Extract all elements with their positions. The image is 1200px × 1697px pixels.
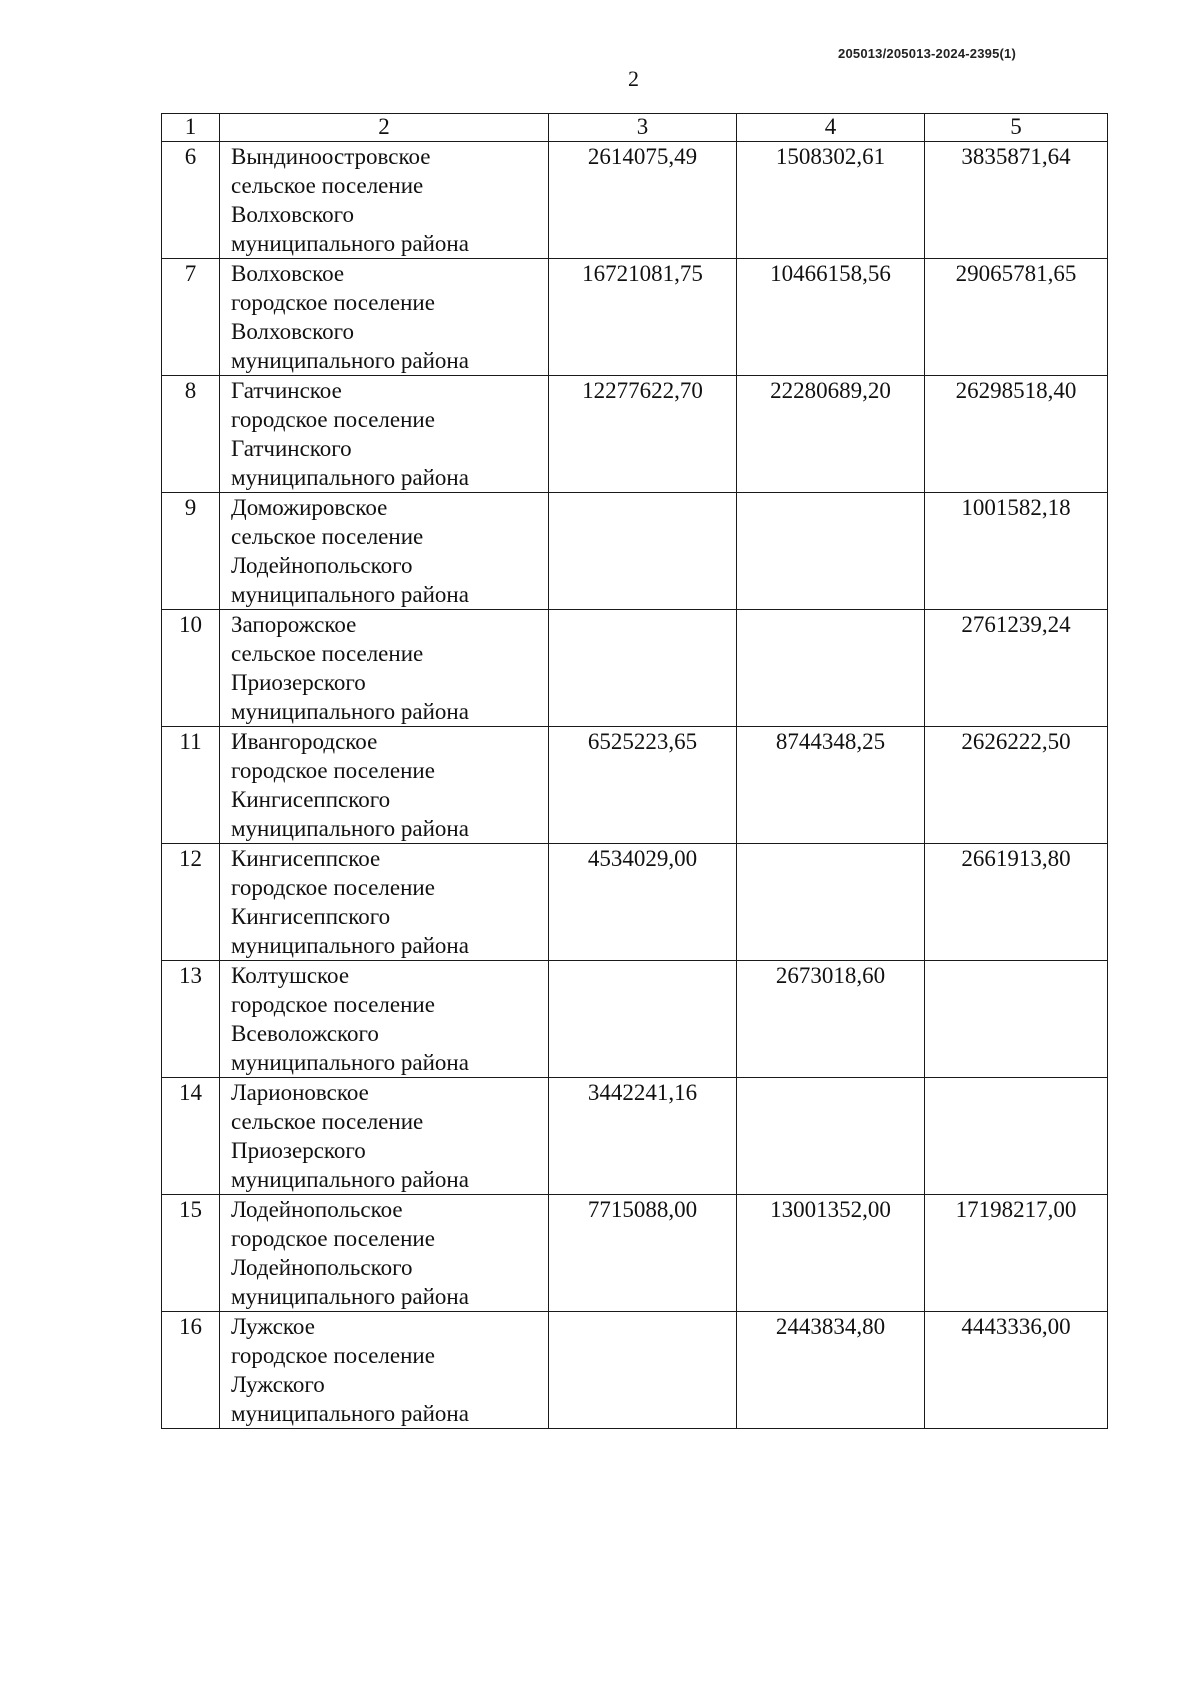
settlement-name — [220, 1195, 549, 1312]
amount-col-5 — [925, 1078, 1108, 1195]
settlement-name — [220, 727, 549, 844]
settlement-name-line: городское поселение — [231, 407, 435, 432]
settlement-name-line: муниципального района — [231, 699, 469, 724]
settlement-name-line: Вындиноостровское — [231, 144, 431, 169]
settlement-name — [220, 493, 549, 610]
table-row — [162, 493, 1108, 610]
settlement-name-line: Волховское — [231, 261, 345, 286]
table-row — [162, 961, 1108, 1078]
settlement-name-line: городское поселение — [231, 1343, 435, 1368]
table-row — [162, 1195, 1108, 1312]
settlement-name-line: муниципального района — [231, 1284, 469, 1309]
amount-col-5 — [925, 961, 1108, 1078]
settlement-name — [220, 376, 549, 493]
settlement-name-line: Кингисеппского — [231, 787, 391, 812]
settlement-name — [220, 259, 549, 376]
settlement-name-line: сельское поселение — [231, 173, 424, 198]
table-row — [162, 610, 1108, 727]
amount-col-5: 17198217,00 — [925, 1195, 1108, 1312]
amount-col-4 — [737, 610, 925, 727]
settlement-name-line: Лодейнопольского — [231, 1255, 413, 1280]
table-row — [162, 142, 1108, 259]
column-number: 3 — [549, 114, 737, 142]
settlement-name-line: муниципального района — [231, 1050, 469, 1075]
row-number: 7 — [162, 259, 220, 376]
amount-col-5: 29065781,65 — [925, 259, 1108, 376]
row-number: 11 — [162, 727, 220, 844]
data-table — [161, 113, 1108, 1429]
amount-col-4: 2673018,60 — [737, 961, 925, 1078]
amount-col-4: 10466158,56 — [737, 259, 925, 376]
settlement-name-line: Приозерского — [231, 670, 366, 695]
amount-col-3 — [549, 1312, 737, 1429]
amount-col-3 — [549, 610, 737, 727]
settlement-name-line: муниципального района — [231, 1401, 469, 1426]
amount-col-4: 22280689,20 — [737, 376, 925, 493]
settlement-name-line: Волховского — [231, 202, 354, 227]
amount-col-3 — [549, 493, 737, 610]
settlement-name — [220, 844, 549, 961]
amount-col-3: 12277622,70 — [549, 376, 737, 493]
column-number: 5 — [925, 114, 1108, 142]
column-number: 2 — [220, 114, 549, 142]
settlement-name-line: Кингисеппского — [231, 904, 391, 929]
amount-col-3: 6525223,65 — [549, 727, 737, 844]
amount-col-3: 7715088,00 — [549, 1195, 737, 1312]
row-number: 14 — [162, 1078, 220, 1195]
settlement-name — [220, 610, 549, 727]
row-number: 16 — [162, 1312, 220, 1429]
settlement-name — [220, 961, 549, 1078]
settlement-name-line: городское поселение — [231, 992, 435, 1017]
settlement-name-line: Ларионовское — [231, 1080, 369, 1105]
table-row — [162, 376, 1108, 493]
column-number: 4 — [737, 114, 925, 142]
settlement-name-line: городское поселение — [231, 758, 435, 783]
settlement-name-line: Волховского — [231, 319, 354, 344]
table-body — [162, 114, 1108, 1429]
amount-col-4: 1508302,61 — [737, 142, 925, 259]
amount-col-5: 1001582,18 — [925, 493, 1108, 610]
amount-col-4 — [737, 1078, 925, 1195]
settlement-name-line: муниципального района — [231, 582, 469, 607]
row-number: 9 — [162, 493, 220, 610]
settlement-name-line: Гатчинское — [231, 378, 342, 403]
settlement-name-line: сельское поселение — [231, 641, 424, 666]
row-number: 13 — [162, 961, 220, 1078]
settlement-name-line: муниципального района — [231, 1167, 469, 1192]
amount-col-5: 2626222,50 — [925, 727, 1108, 844]
settlement-name-line: городское поселение — [231, 290, 435, 315]
row-number: 10 — [162, 610, 220, 727]
settlement-name-line: Кингисеппское — [231, 846, 381, 871]
settlement-name-line: Запорожское — [231, 612, 357, 637]
settlement-name — [220, 1312, 549, 1429]
table-row — [162, 844, 1108, 961]
amount-col-5: 2761239,24 — [925, 610, 1108, 727]
settlement-name-line: Лодейнопольское — [231, 1197, 403, 1222]
table-row — [162, 259, 1108, 376]
amount-col-5: 26298518,40 — [925, 376, 1108, 493]
amount-col-4: 2443834,80 — [737, 1312, 925, 1429]
table-row — [162, 1078, 1108, 1195]
row-number: 6 — [162, 142, 220, 259]
settlement-name-line: сельское поселение — [231, 524, 424, 549]
settlement-name-line: Лужского — [231, 1372, 325, 1397]
amount-col-4: 8744348,25 — [737, 727, 925, 844]
settlement-name — [220, 1078, 549, 1195]
settlement-name-line: Лужское — [231, 1314, 315, 1339]
settlement-name-line: Доможировское — [231, 495, 388, 520]
table-row — [162, 727, 1108, 844]
settlement-name-line: муниципального района — [231, 933, 469, 958]
page-number: 2 — [628, 66, 639, 91]
amount-col-3: 2614075,49 — [549, 142, 737, 259]
settlement-name-line: муниципального района — [231, 231, 469, 256]
settlement-name-line: Гатчинского — [231, 436, 352, 461]
document-id: 205013/205013-2024-2395(1) — [838, 46, 1016, 61]
settlement-name-line: муниципального района — [231, 816, 469, 841]
row-number: 12 — [162, 844, 220, 961]
amount-col-4 — [737, 844, 925, 961]
settlement-name-line: Всеволожского — [231, 1021, 379, 1046]
settlement-name-line: Приозерского — [231, 1138, 366, 1163]
amount-col-5: 2661913,80 — [925, 844, 1108, 961]
settlement-name-line: городское поселение — [231, 1226, 435, 1251]
settlement-name-line: муниципального района — [231, 465, 469, 490]
amount-col-3 — [549, 961, 737, 1078]
row-number: 8 — [162, 376, 220, 493]
settlement-name — [220, 142, 549, 259]
amount-col-5: 4443336,00 — [925, 1312, 1108, 1429]
settlement-name-line: сельское поселение — [231, 1109, 424, 1134]
column-number: 1 — [162, 114, 220, 142]
settlement-name-line: Ивангородское — [231, 729, 378, 754]
table-row — [162, 1312, 1108, 1429]
amount-col-3: 3442241,16 — [549, 1078, 737, 1195]
amount-col-5: 3835871,64 — [925, 142, 1108, 259]
amount-col-3: 16721081,75 — [549, 259, 737, 376]
settlement-name-line: Колтушское — [231, 963, 350, 988]
settlement-name-line: муниципального района — [231, 348, 469, 373]
amount-col-4: 13001352,00 — [737, 1195, 925, 1312]
column-number-row — [162, 114, 1108, 142]
amount-col-3: 4534029,00 — [549, 844, 737, 961]
amount-col-4 — [737, 493, 925, 610]
settlement-name-line: Лодейнопольского — [231, 553, 413, 578]
row-number: 15 — [162, 1195, 220, 1312]
settlement-name-line: городское поселение — [231, 875, 435, 900]
